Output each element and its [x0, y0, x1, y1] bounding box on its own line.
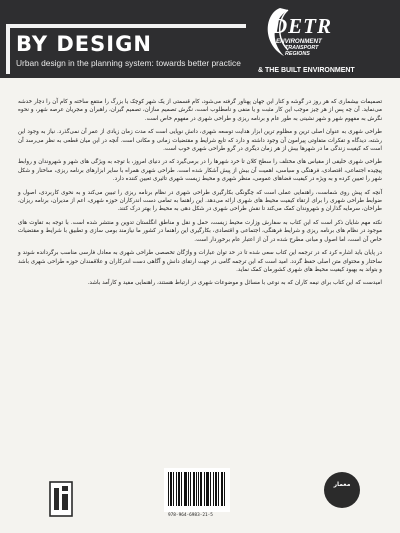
paragraph: نکته مهم شایان ذکر است که این کتاب به سفارش وزارت محیط زیست، حمل و نقل و مناطق انگلستان تدوین و منتشر شده است. با توجه به تفاوت های موجود در نظام های برنامه ریزی و شرایط فرهنگی، اجتماعی و اقتصادی، بکارگیری این راهنما در کشور ما نیازمند بومی سازی و تطبیق با شرایط و مقتضیات خاص آن است، اما اصول و مبانی مطرح شده در آن از اعتبار عام برخوردار است. [18, 219, 382, 243]
cover-subtitle: Urban design in the planning system: towards better practice [16, 58, 241, 68]
paragraph: در پایان باید اشاره کرد که در ترجمه این کتاب سعی شده تا در حد توان عبارات و واژگان تخصصی طراحی شهری به معادل فارسی مناسب برگردانده شوند و ساختار و محتوای متن اصلی حفظ گردد. امید است که این ترجمه گامی در جهت ارتقای دانش و آگاهی دست اندرکاران و علاقمندان حوزه طراحی شهری باشد و بتواند به بهبود کیفیت محیط های شهری کشورمان کمک نماید. [18, 250, 382, 273]
publisher-badge-icon [322, 470, 362, 510]
logo-tagline: & THE BUILT ENVIRONMENT [258, 67, 355, 74]
isbn-number: 978-964-6983-21-5 [168, 513, 213, 518]
body-text [18, 98, 382, 293]
logo-line-environment: ENVIRONMENT [276, 38, 322, 45]
logo-line-regions: REGIONS [285, 51, 310, 57]
paragraph: امیدست که این کتاب برای نیمه کاران که به نوعی با مسائل و موضوعات شهری در ارتباط هستند، راهنمایی مفید و کارآمد باشد. [87, 280, 382, 287]
cover-title: BY DESIGN [16, 32, 152, 56]
frame-left-bar [6, 24, 10, 74]
logo-line-transport: TRANSPORT [285, 45, 319, 51]
frame-top-bar [6, 24, 246, 28]
logo-wordmark: DETR [272, 14, 333, 38]
paragraph: تصمیمات بیشماری که هر روز در گوشه و کنار این جهان پهناور گرفته می‌شود، کام قسمتی از یک شهر کوچک یا بزرگ را منتفع ساخته و کام آن را دچار خدشه می‌نماید. آن چه پس از هر چیز موجب این کار مثبت و یا منفی و نامطلوب است، نگرش تصمیم سازان، تصمیم گیران، راهبران و مجریان عرصه شهر، و نحوه نگرش به مفهوم شهر و شهر نشینی به طور عام و برنامه ریزی و طراحی شهری در مفهوم خاص است. [18, 99, 382, 122]
paragraph: آنچه که پیش روی شماست، راهنمایی عملی است که چگونگی بکارگیری طراحی شهری در نظام برنامه ریزی را تبیین می‌کند و به نحوی کاربردی، اصول و ضوابط طراحی شهری را برای ارتقاء کیفیت محیط های شهری ارائه می‌دهد. این راهنما به تمامی دست اندرکاران حوزه شهری، اعم از مدیران، برنامه ریزان، طراحان، سرمایه گذاران و شهروندان کمک می‌کند تا نقش طراحی شهری در شکل دهی به محیط را بهتر درک کنند. [18, 189, 382, 213]
barcode-icon [164, 468, 230, 512]
paragraph: طراحی شهری خلیقی از مقیاس های مختلف را سطح کلان تا خرد شهرها را در برمی‌گیرد که در دنیای امروز، با توجه به ویژگی های شهر و شهروندان و روابط پیچیده اجتماعی، اقتصادی، فرهنگی و سیاسی، اهمیت آن بیش از پیش آشکار شده است. طراحی شهری همراه با سایر ابزارهای برنامه ریزی، ساختار و شکل شهر را تعیین کرده و به ویژه در کیفیت فضاهای عمومی، منظر شهری و محیط زیست شهری تاثیری تعیین کننده دارد. [18, 159, 382, 183]
publisher-badge-label: معمار [333, 481, 351, 488]
publisher-logo-icon [48, 480, 74, 518]
paragraph: طراحی شهری به عنوان اصلی ترین و مظلوم ترین ابزار هدایت توسعه شهری، دانش نوپایی است که مدت زمان زیادی از عمر آن نمی‌گذرد. نیاز به وجود این رشته، دیدگاه و تفکرات متفاوتی پیرامون آن وجود داشته و دارد که تابع شرایط و مقتضیات زمانی و مکانی است. آنچه در این میان قطعی به نظر می‌رسد آن است که کیفیت زندگی ما در شهرها بیش از هر زمان دیگری در گرو طراحی شهری خوب است. [18, 129, 382, 153]
